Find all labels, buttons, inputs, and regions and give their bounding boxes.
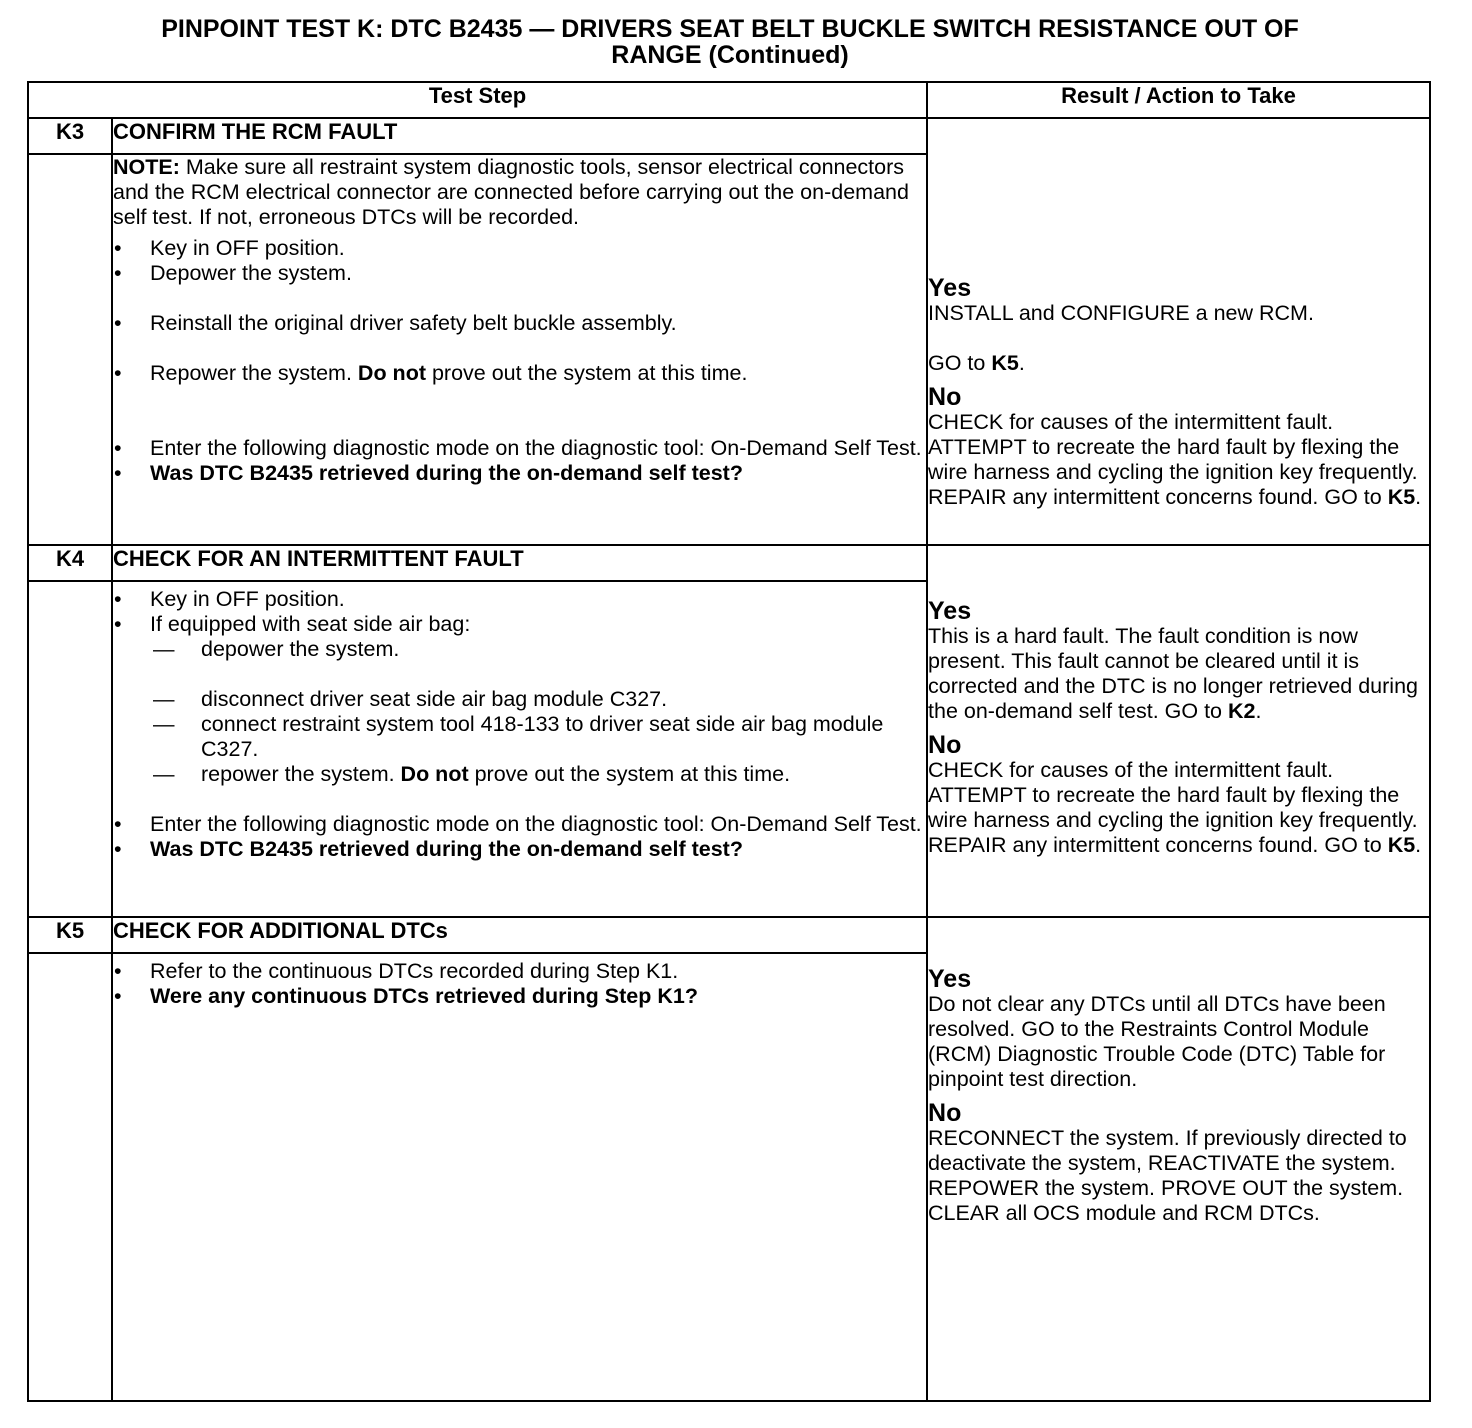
title-line-1: PINPOINT TEST K: DTC B2435 — DRIVERS SEAT BELT BUCKLE SWITCH RESISTANCE OUT OF bbox=[161, 15, 1299, 43]
result-k4-no-text: CHECK for causes of the intermittent fault. ATTEMPT to recreate the hard fault by flexing the wire harness and cycling the ignition key frequently. REPAIR any intermittent concerns found. GO to K5. bbox=[928, 758, 1422, 857]
page-title bbox=[0, 16, 1460, 68]
sub-list-item: — repower the system. Do not prove out the system at this time. bbox=[153, 762, 791, 786]
result-k3-yes-text: INSTALL and CONFIGURE a new RCM. bbox=[928, 301, 1314, 325]
header-result: Result / Action to Take bbox=[927, 82, 1430, 118]
list-item: • Repower the system. Do not prove out the system at this time. bbox=[114, 361, 748, 385]
result-k5-no-label: No bbox=[928, 1099, 962, 1127]
list-item: • Were any continuous DTCs retrieved during Step K1? bbox=[114, 984, 698, 1008]
result-k3-yes-label: Yes bbox=[928, 274, 972, 302]
result-k4 bbox=[927, 545, 1430, 917]
sub-list-item: — depower the system. bbox=[153, 637, 400, 661]
step-number-k4: K4 bbox=[28, 545, 112, 581]
step-title-k3: CONFIRM THE RCM FAULT bbox=[112, 118, 927, 154]
list-item: • Depower the system. bbox=[114, 261, 352, 285]
sub-list-item: — disconnect driver seat side air bag module C327. bbox=[153, 687, 668, 711]
result-k4-yes-label: Yes bbox=[928, 597, 972, 625]
list-item: • If equipped with seat side air bag: bbox=[114, 612, 471, 636]
step-body-k4 bbox=[112, 581, 927, 917]
step-title-k5: CHECK FOR ADDITIONAL DTCs bbox=[112, 917, 927, 953]
list-item: • Was DTC B2435 retrieved during the on-demand self test? bbox=[114, 461, 743, 485]
result-k5-yes-label: Yes bbox=[928, 965, 972, 993]
step-title-k4: CHECK FOR AN INTERMITTENT FAULT bbox=[112, 545, 927, 581]
result-k5 bbox=[927, 917, 1430, 1401]
result-k4-yes-text: This is a hard fault. The fault condition is now present. This fault cannot be cleared until it is corrected and the DTC is no longer retrieved during the on-demand self test. GO to K2. bbox=[928, 624, 1418, 723]
list-item: • Enter the following diagnostic mode on the diagnostic tool: On-Demand Self Test. bbox=[114, 436, 922, 460]
list-item: • Key in OFF position. bbox=[114, 236, 345, 260]
step-number-spacer bbox=[28, 953, 112, 1401]
step-number-k5: K5 bbox=[28, 917, 112, 953]
step-body-k5 bbox=[112, 953, 927, 1401]
list-item: • Refer to the continuous DTCs recorded during Step K1. bbox=[114, 959, 679, 983]
result-k3-yes-goto: GO to K5. bbox=[928, 351, 1025, 375]
list-item: • Enter the following diagnostic mode on the diagnostic tool: On-Demand Self Test. bbox=[114, 812, 922, 836]
list-item: • Reinstall the original driver safety belt buckle assembly. bbox=[114, 311, 677, 335]
result-k5-yes-text: Do not clear any DTCs until all DTCs have been resolved. GO to the Restraints Control Module (RCM) Diagnostic Trouble Code (DTC) Table for pinpoint test direction. bbox=[928, 992, 1386, 1091]
result-k5-no-text: RECONNECT the system. If previously directed to deactivate the system, REACTIVATE the system. REPOWER the system. PROVE OUT the system. CLEAR all OCS module and RCM DTCs. bbox=[928, 1126, 1407, 1225]
step-body-k3 bbox=[112, 154, 927, 545]
sub-list-item: — connect restraint system tool 418-133 to driver seat side air bag module C327. bbox=[153, 712, 884, 761]
step-number-k3: K3 bbox=[28, 118, 112, 154]
pinpoint-test-table bbox=[27, 81, 1431, 1402]
step-number-spacer bbox=[28, 154, 112, 545]
result-k3-no-label: No bbox=[928, 383, 962, 411]
list-item: • Key in OFF position. bbox=[114, 587, 345, 611]
title-line-2: RANGE (Continued) bbox=[611, 41, 849, 69]
list-item: • Was DTC B2435 retrieved during the on-demand self test? bbox=[114, 837, 743, 861]
note: NOTE: Make sure all restraint system diagnostic tools, sensor electrical connectors and the RCM electrical connector are connected before carrying out the on-demand self test. If not, erroneous DTCs will be recorded. bbox=[113, 155, 909, 229]
result-k3 bbox=[927, 118, 1430, 545]
result-k3-no-text: CHECK for causes of the intermittent fault. ATTEMPT to recreate the hard fault by flexing the wire harness and cycling the ignition key frequently. REPAIR any intermittent concerns found. GO to K5. bbox=[928, 410, 1422, 509]
step-number-spacer bbox=[28, 581, 112, 917]
result-k4-no-label: No bbox=[928, 731, 962, 759]
header-test-step: Test Step bbox=[28, 82, 927, 118]
